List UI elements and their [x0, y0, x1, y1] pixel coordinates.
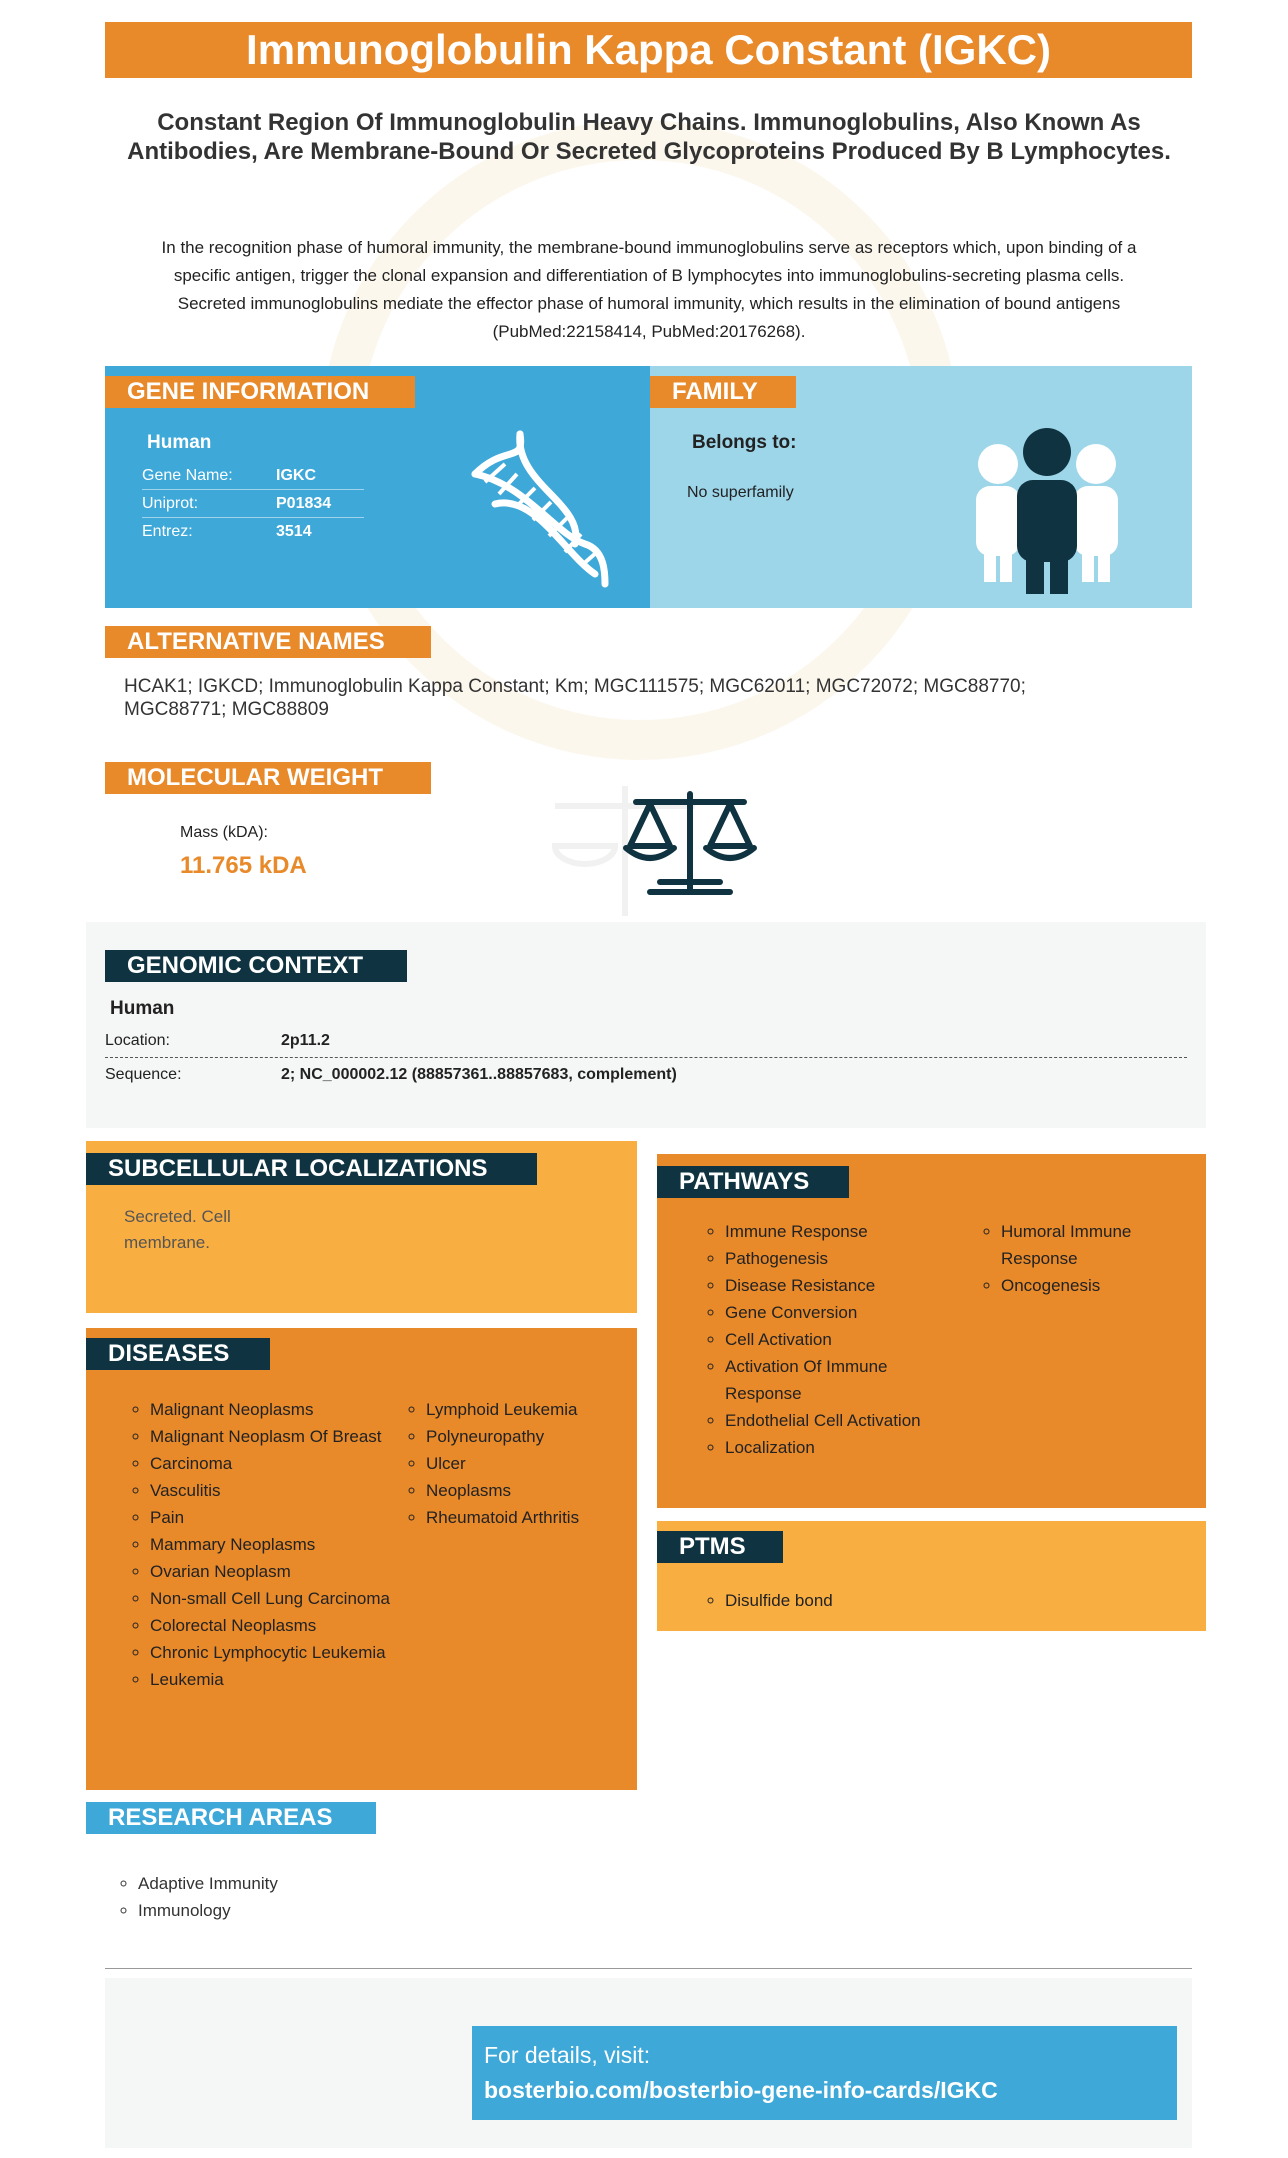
page-subtitle: Constant Region Of Immunoglobulin Heavy Chains. Immunoglobulins, Also Known As Antibodies, Are Membrane-Bound Or Secreted Glycoproteins Produced By B Lymphocytes. [127, 109, 1171, 165]
list-item: ◦ Humoral Immune Response [1001, 1218, 1201, 1272]
list-item: ◦ Mammary Neoplasms [150, 1531, 410, 1558]
genomic-heading: GENOMIC CONTEXT [105, 950, 407, 982]
entrez-value: 3514 [276, 522, 312, 540]
entrez-label: Entrez: [142, 522, 193, 540]
research-list [112, 1870, 538, 1924]
pathways-col1 [699, 1218, 955, 1461]
list-item: ◦ Vasculitis [150, 1477, 410, 1504]
ptms-list [699, 1587, 1025, 1614]
list-item: ◦ Oncogenesis [1001, 1272, 1201, 1299]
pathways-heading: PATHWAYS [657, 1166, 849, 1198]
sequence-value: 2; NC_000002.12 (88857361..88857683, complement) [281, 1066, 677, 1083]
family-heading: FAMILY [650, 376, 796, 408]
gene-info-table [142, 462, 364, 545]
uniprot-label: Uniprot: [142, 494, 199, 512]
location-label: Location: [105, 1031, 170, 1049]
gene-name-label: Gene Name: [142, 466, 233, 484]
sequence-label: Sequence: [105, 1066, 182, 1083]
alt-names-heading: ALTERNATIVE NAMES [105, 626, 431, 658]
list-item: ◦ Ovarian Neoplasm [150, 1558, 410, 1585]
location-value: 2p11.2 [281, 1031, 330, 1049]
people-group-icon [972, 428, 1122, 594]
list-item: ◦ Non-small Cell Lung Carcinoma [150, 1585, 410, 1612]
entrez-row [142, 518, 364, 545]
page-title: Immunoglobulin Kappa Constant (IGKC) [246, 26, 1051, 73]
footer-link-box[interactable] [472, 2026, 1177, 2120]
gene-name-value: IGKC [276, 466, 316, 484]
list-item: ◦ Immune Response [725, 1218, 955, 1245]
family-panel [650, 366, 1192, 608]
location-row [105, 1024, 1187, 1058]
list-item: ◦ Ulcer [426, 1450, 656, 1477]
description: In the recognition phase of humoral immunity, the membrane-bound immunoglobulins serve as receptors which, upon binding of a specific antigen, trigger the clonal expansion and differentiation of B lymphocytes into immunoglobulins-secreting plasma cells. Secreted immunoglobulins mediate the effector phase of humoral immunity, which results in the elimination of bound antigens (PubMed:22158414, PubMed:20176268). [161, 238, 1137, 341]
uniprot-value: P01834 [276, 494, 332, 512]
list-item: ◦ Chronic Lymphocytic Leukemia [150, 1639, 410, 1666]
list-item: ◦ Polyneuropathy [426, 1423, 656, 1450]
diseases-heading: DISEASES [86, 1338, 270, 1370]
list-item: ◦ Neoplasms [426, 1477, 656, 1504]
mass-label: Mass (kDA): [180, 824, 268, 841]
list-item: ◦ Immunology [138, 1897, 538, 1924]
diseases-col2 [400, 1396, 656, 1531]
list-item: ◦ Rheumatoid Arthritis [426, 1504, 656, 1531]
sequence-row [105, 1058, 1187, 1092]
ptms-heading: PTMS [657, 1531, 783, 1563]
ptms-panel [657, 1521, 1206, 1631]
mol-weight-heading: MOLECULAR WEIGHT [105, 762, 431, 794]
list-item: ◦ Pathogenesis [725, 1245, 955, 1272]
list-item: ◦ Cell Activation [725, 1326, 955, 1353]
balance-scale-icon [620, 790, 760, 902]
subcellular-heading: SUBCELLULAR LOCALIZATIONS [86, 1153, 537, 1185]
list-item: ◦ Malignant Neoplasms [150, 1396, 410, 1423]
diseases-col1 [124, 1396, 410, 1693]
gene-name-row [142, 462, 364, 490]
list-item: ◦ Colorectal Neoplasms [150, 1612, 410, 1639]
research-heading: RESEARCH AREAS [86, 1802, 376, 1834]
alt-names-text: HCAK1; IGKCD; Immunoglobulin Kappa Constant; Km; MGC111575; MGC62011; MGC72072; MGC88770; MGC88771; MGC88809 [124, 676, 1026, 720]
genomic-species: Human [110, 998, 175, 1019]
page-title-bar [105, 22, 1192, 78]
diseases-panel [86, 1328, 637, 1790]
family-value: No superfamily [687, 484, 794, 501]
list-item: ◦ Endothelial Cell Activation [725, 1407, 955, 1434]
mass-value: 11.765 kDA [180, 852, 307, 879]
list-item: ◦ Lymphoid Leukemia [426, 1396, 656, 1423]
gene-info-species: Human [147, 432, 212, 453]
list-item: ◦ Gene Conversion [725, 1299, 955, 1326]
divider [105, 1968, 1192, 1969]
list-item: ◦ Malignant Neoplasm Of Breast [150, 1423, 410, 1450]
pathways-col2 [975, 1218, 1201, 1299]
list-item: ◦ Disulfide bond [725, 1587, 1025, 1614]
footer-line1: For details, visit: [484, 2042, 651, 2068]
list-item: ◦ Pain [150, 1504, 410, 1531]
family-belongs-label: Belongs to: [692, 432, 797, 453]
list-item: ◦ Leukemia [150, 1666, 410, 1693]
list-item: ◦ Adaptive Immunity [138, 1870, 538, 1897]
list-item: ◦ Localization [725, 1434, 955, 1461]
subcellular-panel [86, 1141, 637, 1313]
dna-icon [465, 424, 615, 594]
list-item: ◦ Carcinoma [150, 1450, 410, 1477]
list-item: ◦ Activation Of Immune Response [725, 1353, 955, 1407]
uniprot-row [142, 490, 364, 518]
list-item: ◦ Disease Resistance [725, 1272, 955, 1299]
subcellular-text-line1: Secreted. Cell [124, 1207, 231, 1226]
gene-info-heading: GENE INFORMATION [105, 376, 415, 408]
footer-link[interactable]: bosterbio.com/bosterbio-gene-info-cards/IGKC [484, 2077, 998, 2103]
subcellular-text-line2: membrane. [124, 1233, 210, 1252]
pathways-panel [657, 1154, 1206, 1508]
genomic-panel [86, 922, 1206, 1128]
gene-info-panel [105, 366, 650, 608]
